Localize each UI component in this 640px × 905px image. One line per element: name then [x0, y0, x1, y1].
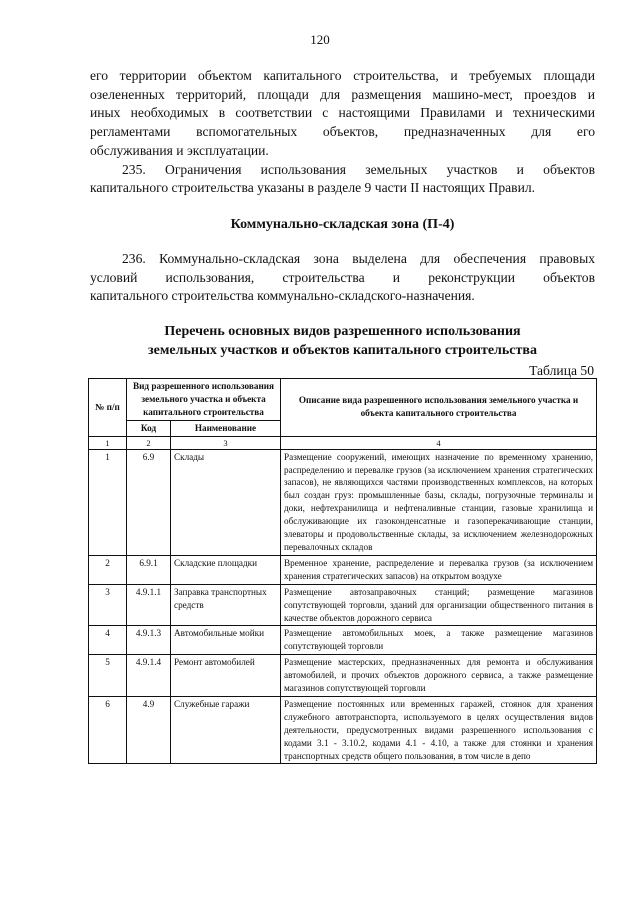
row-num: 2: [89, 555, 127, 584]
row-code: 6.9: [127, 449, 171, 555]
row-name: Склады: [171, 449, 281, 555]
row-description: Размещение автозаправочных станций; размещение магазинов сопутствующей торговли, зданий для организации общественного питания в качестве объектов дорожного сервиса: [281, 584, 597, 626]
row-code: 4.9.1.4: [127, 655, 171, 697]
paragraph-line: условий использования, строительства и реконструкции объектов: [90, 269, 595, 285]
header-name: Наименование: [171, 420, 281, 436]
paragraph-line: обслуживания и эксплуатации.: [90, 142, 269, 158]
table-caption: Таблица 50: [529, 363, 594, 378]
row-name: Служебные гаражи: [171, 696, 281, 764]
table-row: [89, 584, 597, 626]
paragraph-line: его территории объектом капитального строительства, и требуемых площади: [90, 68, 595, 83]
table-row: [89, 449, 597, 555]
paragraph-line: капитального строительства коммунально-складского-назначения.: [90, 288, 475, 304]
row-num: 5: [89, 655, 127, 697]
header-num: № п/п: [89, 379, 127, 437]
table-row: [89, 626, 597, 655]
row-description: Размещение постоянных или временных гаражей, стоянок для хранения служебного автотранспорта, используемого в целях осуществления видов деятельности, предусмотренных видами разрешенного использования с кодами 3.1 - 3.10.2, кодами 4.1 - 4.10, а также для стоянки и хранения транспортных средств общего пользования, в том числе в депо: [281, 696, 597, 764]
paragraph-line: 236. Коммунально-складская зона выделена для обеспечения правовых: [122, 251, 595, 266]
paragraph-line: капитального строительства указаны в разделе 9 части II настоящих Правил.: [90, 180, 536, 196]
header-code: Код: [127, 420, 171, 436]
permitted-use-table: [88, 378, 597, 764]
row-num: 1: [89, 449, 127, 555]
header-type-group: Вид разрешенного использования земельного участка и объекта капитального строительства: [127, 379, 281, 421]
table-row: [89, 555, 597, 584]
row-num: 3: [89, 584, 127, 626]
row-code: 4.9.1.3: [127, 626, 171, 655]
row-name: Складские площадки: [171, 555, 281, 584]
column-number: 4: [281, 436, 597, 449]
row-num: 4: [89, 626, 127, 655]
zone-heading: Коммунально-складская зона (П-4): [230, 217, 455, 232]
table-row: [89, 696, 597, 764]
row-name: Заправка транспортных средств: [171, 584, 281, 626]
row-name: Автомобильные мойки: [171, 626, 281, 655]
row-code: 4.9: [127, 696, 171, 764]
paragraph-line: регламентами вспомогательных объектов, предназначенных для его: [90, 124, 595, 140]
column-number: 3: [171, 436, 281, 449]
row-description: Временное хранение, распределение и перевалка грузов (за исключением хранения стратегических запасов) на открытом воздухе: [281, 555, 597, 584]
row-name: Ремонт автомобилей: [171, 655, 281, 697]
row-code: 4.9.1.1: [127, 584, 171, 626]
paragraph-line: озелененных территорий, площади для размещения машино-мест, проездов и: [90, 86, 595, 102]
paragraph-line: иных необходимых в соответствии с настоящими Правилами и техническими: [90, 105, 595, 121]
table-row: [89, 655, 597, 697]
row-code: 6.9.1: [127, 555, 171, 584]
page-number: 120: [310, 32, 330, 47]
column-number: 2: [127, 436, 171, 449]
row-num: 6: [89, 696, 127, 764]
row-description: Размещение мастерских, предназначенных для ремонта и обслуживания автомобилей, и прочих объектов дорожного сервиса, а также размещение магазинов сопутствующей торговли: [281, 655, 597, 697]
paragraph-line: 235. Ограничения использования земельных участков и объектов: [122, 161, 595, 177]
list-heading-line: Перечень основных видов разрешенного использования: [164, 324, 521, 339]
row-description: Размещение сооружений, имеющих назначение по временному хранению, распределению и перевалке грузов (за исключением хранения стратегических запасов), не являющихся частями производственных комплексов, на которых был создан груз: промышленные базы, склады, погрузочные терминалы и доки, нефтехранилища и нефтеналивные станции, газовые хранилища и обслуживающие их газоконденсатные и газоперекачивающие станции, элеваторы и продовольственные склады, за исключением железнодорожных перевалочных складов: [281, 449, 597, 555]
column-number: 1: [89, 436, 127, 449]
header-description: Описание вида разрешенного использования земельного участка и объекта капитального строительства: [281, 379, 597, 437]
list-heading-line: земельных участков и объектов капитального строительства: [148, 342, 537, 358]
row-description: Размещение автомобильных моек, а также размещение магазинов сопутствующей торговли: [281, 626, 597, 655]
